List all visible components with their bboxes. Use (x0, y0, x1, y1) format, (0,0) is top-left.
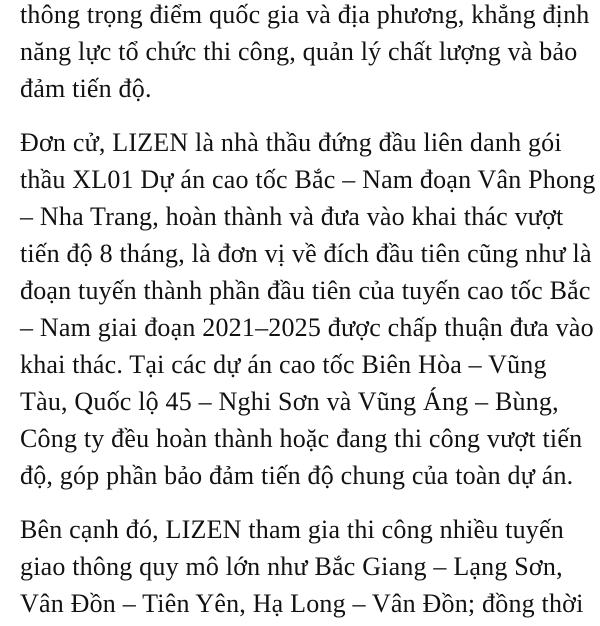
text-line: Tàu, Quốc lộ 45 – Nghi Sơn và Vũng Áng – Bùng, (20, 387, 559, 416)
paragraph (20, 124, 596, 494)
paragraph (20, 511, 588, 622)
text-line: đảm tiến độ. (20, 74, 152, 103)
text-line: giao thông quy mô lớn như Bắc Giang – Lạng Sơn, (20, 552, 563, 581)
text-line: – Nha Trang, hoàn thành và đưa vào khai thác vượt (20, 202, 564, 231)
text-line: khai thác. Tại các dự án cao tốc Biên Hòa – Vũng (20, 350, 547, 379)
text-line: độ, góp phần bảo đảm tiến độ chung của toàn dự án. (20, 461, 574, 490)
text-line: thầu XL01 Dự án cao tốc Bắc – Nam đoạn Vân Phong (20, 165, 596, 194)
text-line: năng lực tổ chức thi công, quản lý chất lượng và bảo (20, 37, 578, 66)
text-line: tiến độ 8 tháng, là đơn vị về đích đầu tiên cũng như là (20, 239, 592, 268)
paragraph (20, 0, 588, 107)
article-body-text (20, 0, 596, 622)
text-line: Bên cạnh đó, LIZEN tham gia thi công nhiều tuyến (20, 515, 564, 544)
text-line: Đơn cử, LIZEN là nhà thầu đứng đầu liên danh gói (20, 128, 562, 157)
text-line: Công ty đều hoàn thành hoặc đang thi công vượt tiến (20, 424, 583, 453)
text-line: Vân Đồn – Tiên Yên, Hạ Long – Vân Đồn; đồng thời (20, 589, 584, 618)
text-line: đoạn tuyến thành phần đầu tiên của tuyến cao tốc Bắc (20, 276, 591, 305)
text-line: thông trọng điểm quốc gia và địa phương, khẳng định (20, 0, 590, 29)
text-line: – Nam giai đoạn 2021–2025 được chấp thuận đưa vào (20, 313, 594, 342)
